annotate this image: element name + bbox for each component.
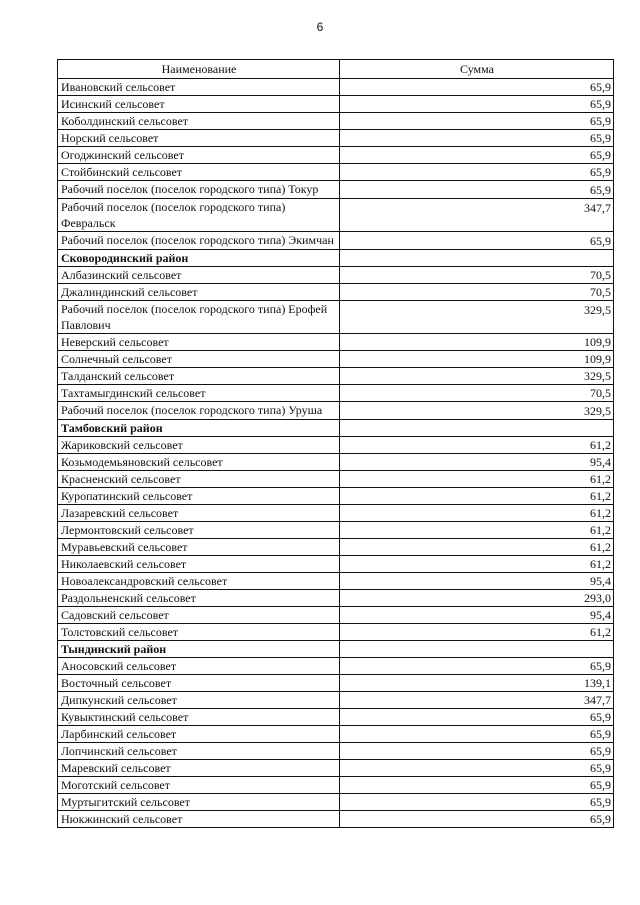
sum-cell: 65,9 bbox=[340, 130, 614, 147]
sum-cell: 65,9 bbox=[340, 113, 614, 130]
table-row bbox=[58, 760, 614, 777]
sum-cell: 95,4 bbox=[340, 607, 614, 624]
table-row bbox=[58, 726, 614, 743]
sum-cell: 65,9 bbox=[340, 658, 614, 675]
sum-cell: 65,9 bbox=[340, 79, 614, 96]
name-cell: Рабочий поселок (поселок городского типа) Токур bbox=[58, 181, 340, 199]
table-row bbox=[58, 573, 614, 590]
name-cell: Новоалександровский сельсовет bbox=[58, 573, 340, 590]
name-cell: Кувыктинский сельсовет bbox=[58, 709, 340, 726]
page-number: 6 bbox=[316, 20, 324, 34]
table-row bbox=[58, 590, 614, 607]
table-row bbox=[58, 777, 614, 794]
name-cell: Рабочий поселок (поселок городского типа) Февральск bbox=[58, 199, 340, 232]
name-cell: Тахтамыгдинский сельсовет bbox=[58, 385, 340, 402]
name-cell: Жариковский сельсовет bbox=[58, 437, 340, 454]
table-row bbox=[58, 454, 614, 471]
name-cell: Садовский сельсовет bbox=[58, 607, 340, 624]
table-row bbox=[58, 607, 614, 624]
name-cell: Нюкжинский сельсовет bbox=[58, 811, 340, 828]
sum-cell: 65,9 bbox=[340, 811, 614, 828]
table-row bbox=[58, 351, 614, 368]
sum-cell: 61,2 bbox=[340, 624, 614, 641]
table-row bbox=[58, 522, 614, 539]
table-row bbox=[58, 402, 614, 420]
table-row bbox=[58, 96, 614, 113]
table-row bbox=[58, 385, 614, 402]
name-cell: Лазаревский сельсовет bbox=[58, 505, 340, 522]
sum-cell: 109,9 bbox=[340, 351, 614, 368]
column-header-sum: Сумма bbox=[340, 60, 614, 79]
table-row bbox=[58, 113, 614, 130]
name-cell: Рабочий поселок (поселок городского типа) Экимчан bbox=[58, 232, 340, 250]
table-row bbox=[58, 675, 614, 692]
sum-cell: 329,5 bbox=[340, 402, 614, 420]
name-cell: Солнечный сельсовет bbox=[58, 351, 340, 368]
district-name-cell: Сковородинский район bbox=[58, 250, 340, 267]
sum-cell: 293,0 bbox=[340, 590, 614, 607]
name-cell: Лопчинский сельсовет bbox=[58, 743, 340, 760]
name-cell: Огоджинский сельсовет bbox=[58, 147, 340, 164]
name-cell: Моготский сельсовет bbox=[58, 777, 340, 794]
name-cell: Муртыгитский сельсовет bbox=[58, 794, 340, 811]
name-cell: Лермонтовский сельсовет bbox=[58, 522, 340, 539]
name-cell: Аносовский сельсовет bbox=[58, 658, 340, 675]
sum-cell: 61,2 bbox=[340, 488, 614, 505]
sum-cell: 65,9 bbox=[340, 96, 614, 113]
name-cell: Козьмодемьяновский сельсовет bbox=[58, 454, 340, 471]
name-cell: Ивановский сельсовет bbox=[58, 79, 340, 96]
table-row bbox=[58, 624, 614, 641]
sum-cell: 61,2 bbox=[340, 471, 614, 488]
sum-cell: 95,4 bbox=[340, 454, 614, 471]
table-row bbox=[58, 267, 614, 284]
name-cell: Николаевский сельсовет bbox=[58, 556, 340, 573]
sum-cell: 65,9 bbox=[340, 794, 614, 811]
name-cell: Джалиндинский сельсовет bbox=[58, 284, 340, 301]
sum-cell: 61,2 bbox=[340, 522, 614, 539]
table-row bbox=[58, 368, 614, 385]
table-row bbox=[58, 471, 614, 488]
sum-cell: 329,5 bbox=[340, 301, 614, 334]
sum-cell: 95,4 bbox=[340, 573, 614, 590]
district-name-cell: Тындинский район bbox=[58, 641, 340, 658]
column-header-name: Наименование bbox=[58, 60, 340, 79]
name-cell: Красненский сельсовет bbox=[58, 471, 340, 488]
name-cell: Раздольненский сельсовет bbox=[58, 590, 340, 607]
allocation-table bbox=[57, 59, 614, 828]
sum-cell: 65,9 bbox=[340, 743, 614, 760]
table-row bbox=[58, 539, 614, 556]
district-name-cell: Тамбовский район bbox=[58, 420, 340, 437]
name-cell: Стойбинский сельсовет bbox=[58, 164, 340, 181]
name-cell: Рабочий поселок (поселок городского типа) Ерофей Павлович bbox=[58, 301, 340, 334]
sum-cell bbox=[340, 250, 614, 267]
table-row bbox=[58, 130, 614, 147]
table-row bbox=[58, 284, 614, 301]
name-cell: Толстовский сельсовет bbox=[58, 624, 340, 641]
sum-cell: 61,2 bbox=[340, 539, 614, 556]
name-cell: Талданский сельсовет bbox=[58, 368, 340, 385]
table-row bbox=[58, 488, 614, 505]
name-cell: Рабочий поселок (поселок городского типа) Уруша bbox=[58, 402, 340, 420]
table-row bbox=[58, 794, 614, 811]
table-row bbox=[58, 658, 614, 675]
name-cell: Исинский сельсовет bbox=[58, 96, 340, 113]
table-row bbox=[58, 556, 614, 573]
name-cell: Восточный сельсовет bbox=[58, 675, 340, 692]
name-cell: Маревский сельсовет bbox=[58, 760, 340, 777]
table-header-row bbox=[58, 60, 614, 79]
table-row bbox=[58, 232, 614, 250]
sum-cell: 65,9 bbox=[340, 164, 614, 181]
table-row bbox=[58, 811, 614, 828]
table-row bbox=[58, 199, 614, 232]
name-cell: Муравьевский сельсовет bbox=[58, 539, 340, 556]
sum-cell: 65,9 bbox=[340, 232, 614, 250]
table-row bbox=[58, 181, 614, 199]
name-cell: Дипкунский сельсовет bbox=[58, 692, 340, 709]
sum-cell: 65,9 bbox=[340, 760, 614, 777]
sum-cell: 139,1 bbox=[340, 675, 614, 692]
sum-cell: 70,5 bbox=[340, 267, 614, 284]
district-header-row bbox=[58, 420, 614, 437]
sum-cell: 65,9 bbox=[340, 777, 614, 794]
sum-cell: 347,7 bbox=[340, 199, 614, 232]
sum-cell: 65,9 bbox=[340, 709, 614, 726]
table-row bbox=[58, 743, 614, 760]
sum-cell: 70,5 bbox=[340, 284, 614, 301]
table-row bbox=[58, 505, 614, 522]
table-row bbox=[58, 437, 614, 454]
table-body bbox=[58, 79, 614, 828]
table-row bbox=[58, 79, 614, 96]
sum-cell: 65,9 bbox=[340, 726, 614, 743]
sum-cell: 61,2 bbox=[340, 505, 614, 522]
table-row bbox=[58, 709, 614, 726]
district-header-row bbox=[58, 641, 614, 658]
table-row bbox=[58, 164, 614, 181]
table-row bbox=[58, 301, 614, 334]
name-cell: Куропатинский сельсовет bbox=[58, 488, 340, 505]
sum-cell: 329,5 bbox=[340, 368, 614, 385]
district-header-row bbox=[58, 250, 614, 267]
sum-cell: 65,9 bbox=[340, 147, 614, 164]
sum-cell: 347,7 bbox=[340, 692, 614, 709]
table-row bbox=[58, 692, 614, 709]
table-row bbox=[58, 147, 614, 164]
sum-cell bbox=[340, 420, 614, 437]
name-cell: Коболдинский сельсовет bbox=[58, 113, 340, 130]
name-cell: Неверский сельсовет bbox=[58, 334, 340, 351]
sum-cell: 109,9 bbox=[340, 334, 614, 351]
name-cell: Албазинский сельсовет bbox=[58, 267, 340, 284]
sum-cell: 61,2 bbox=[340, 556, 614, 573]
table-row bbox=[58, 334, 614, 351]
sum-cell: 65,9 bbox=[340, 181, 614, 199]
sum-cell: 61,2 bbox=[340, 437, 614, 454]
sum-cell: 70,5 bbox=[340, 385, 614, 402]
name-cell: Ларбинский сельсовет bbox=[58, 726, 340, 743]
sum-cell bbox=[340, 641, 614, 658]
name-cell: Норский сельсовет bbox=[58, 130, 340, 147]
